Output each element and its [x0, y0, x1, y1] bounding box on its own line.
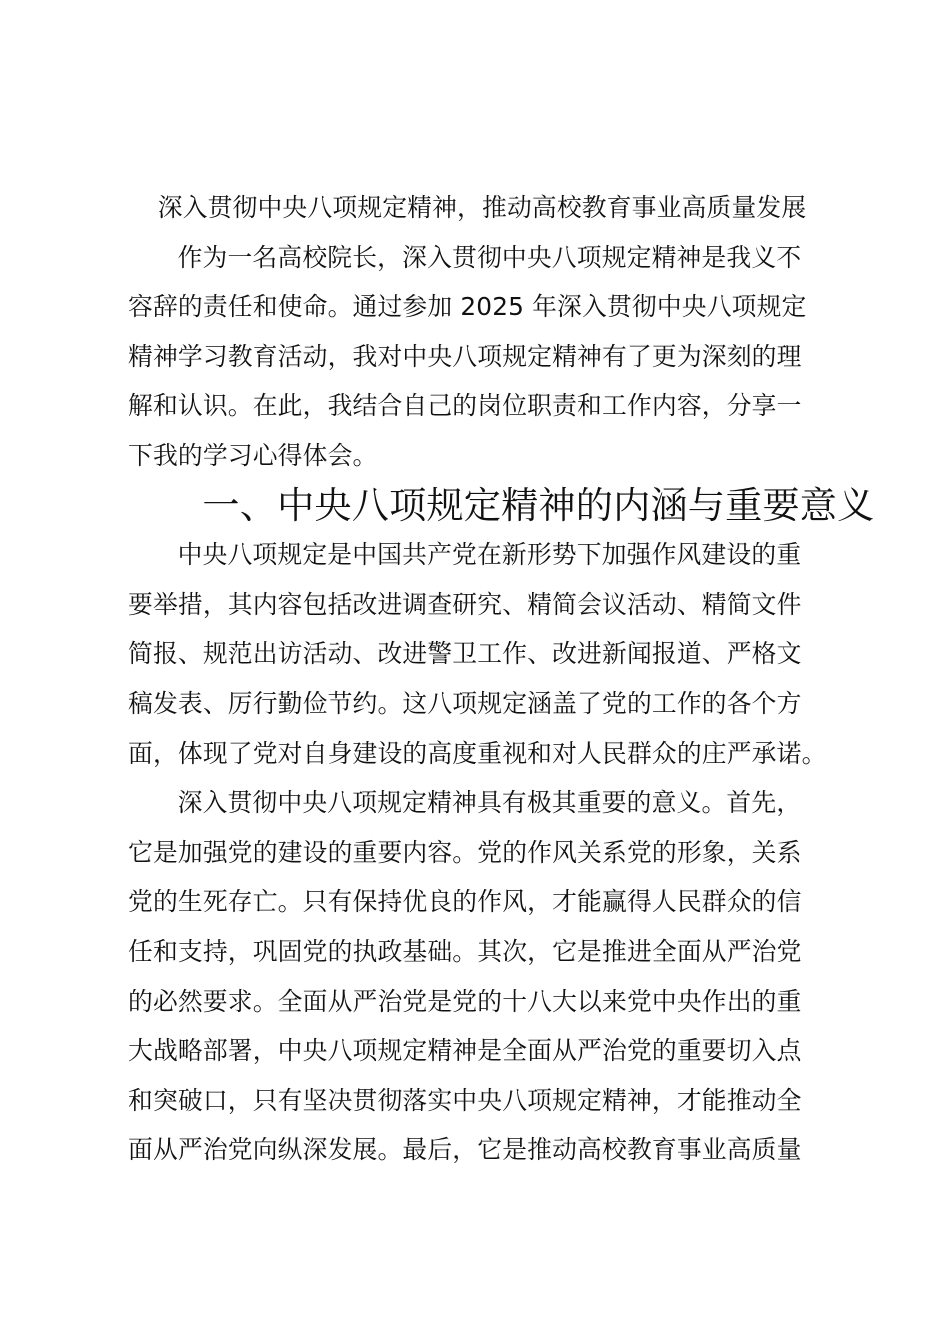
paragraph-line: 任和支持，巩固党的执政基础。其次，它是推进全面从严治党 [128, 936, 802, 966]
paragraph-line: 解和认识。在此，我结合自己的岗位职责和工作内容，分享一 [128, 391, 802, 421]
paragraph-line: 和突破口，只有坚决贯彻落实中央八项规定精神，才能推动全 [128, 1085, 802, 1115]
section-heading-1 [128, 481, 875, 531]
document-body [128, 183, 875, 1175]
paragraph-line: 容辞的责任和使命。通过参加 2025 年深入贯彻中央八项规定 [128, 292, 807, 322]
paragraph-line: 面从严治党向纵深发展。最后，它是推动高校教育事业高质量 [128, 1135, 802, 1165]
paragraph-line: 中央八项规定是中国共产党在新形势下加强作风建设的重 [177, 540, 802, 570]
paragraph-line: 面，体现了党对自身建设的高度重视和对人民群众的庄严承诺。 [128, 738, 827, 768]
paragraph-line: 深入贯彻中央八项规定精神具有极其重要的意义。首先， [177, 788, 802, 818]
paragraph-line: 要举措，其内容包括改进调查研究、精简会议活动、精简文件 [128, 589, 802, 619]
paragraph-line: 的必然要求。全面从严治党是党的十八大以来党中央作出的重 [128, 986, 802, 1016]
paragraph-line: 党的生死存亡。只有保持优良的作风，才能赢得人民群众的信 [128, 887, 802, 917]
document-title: 深入贯彻中央八项规定精神，推动高校教育事业高质量发展 [157, 193, 807, 222]
paragraph-intro [128, 233, 834, 481]
paragraph-line: 精神学习教育活动，我对中央八项规定精神有了更为深刻的理 [128, 341, 802, 371]
paragraph-line: 大战略部署，中央八项规定精神是全面从严治党的重要切入点 [128, 1036, 802, 1066]
paragraph-definition [128, 530, 834, 778]
paragraph-line: 稿发表、厉行勤俭节约。这八项规定涵盖了党的工作的各个方 [128, 688, 802, 718]
paragraph-line: 简报、规范出访活动、改进警卫工作、改进新闻报道、严格文 [128, 639, 802, 669]
paragraph-line: 它是加强党的建设的重要内容。党的作风关系党的形象，关系 [128, 837, 802, 867]
paragraph-line: 下我的学习心得体会。 [128, 440, 378, 470]
paragraph-significance [128, 778, 834, 1175]
paragraph-line: 作为一名高校院长，深入贯彻中央八项规定精神是我义不 [177, 242, 802, 272]
section-heading-line: 一、中央八项规定精神的内涵与重要意义 [202, 482, 875, 527]
